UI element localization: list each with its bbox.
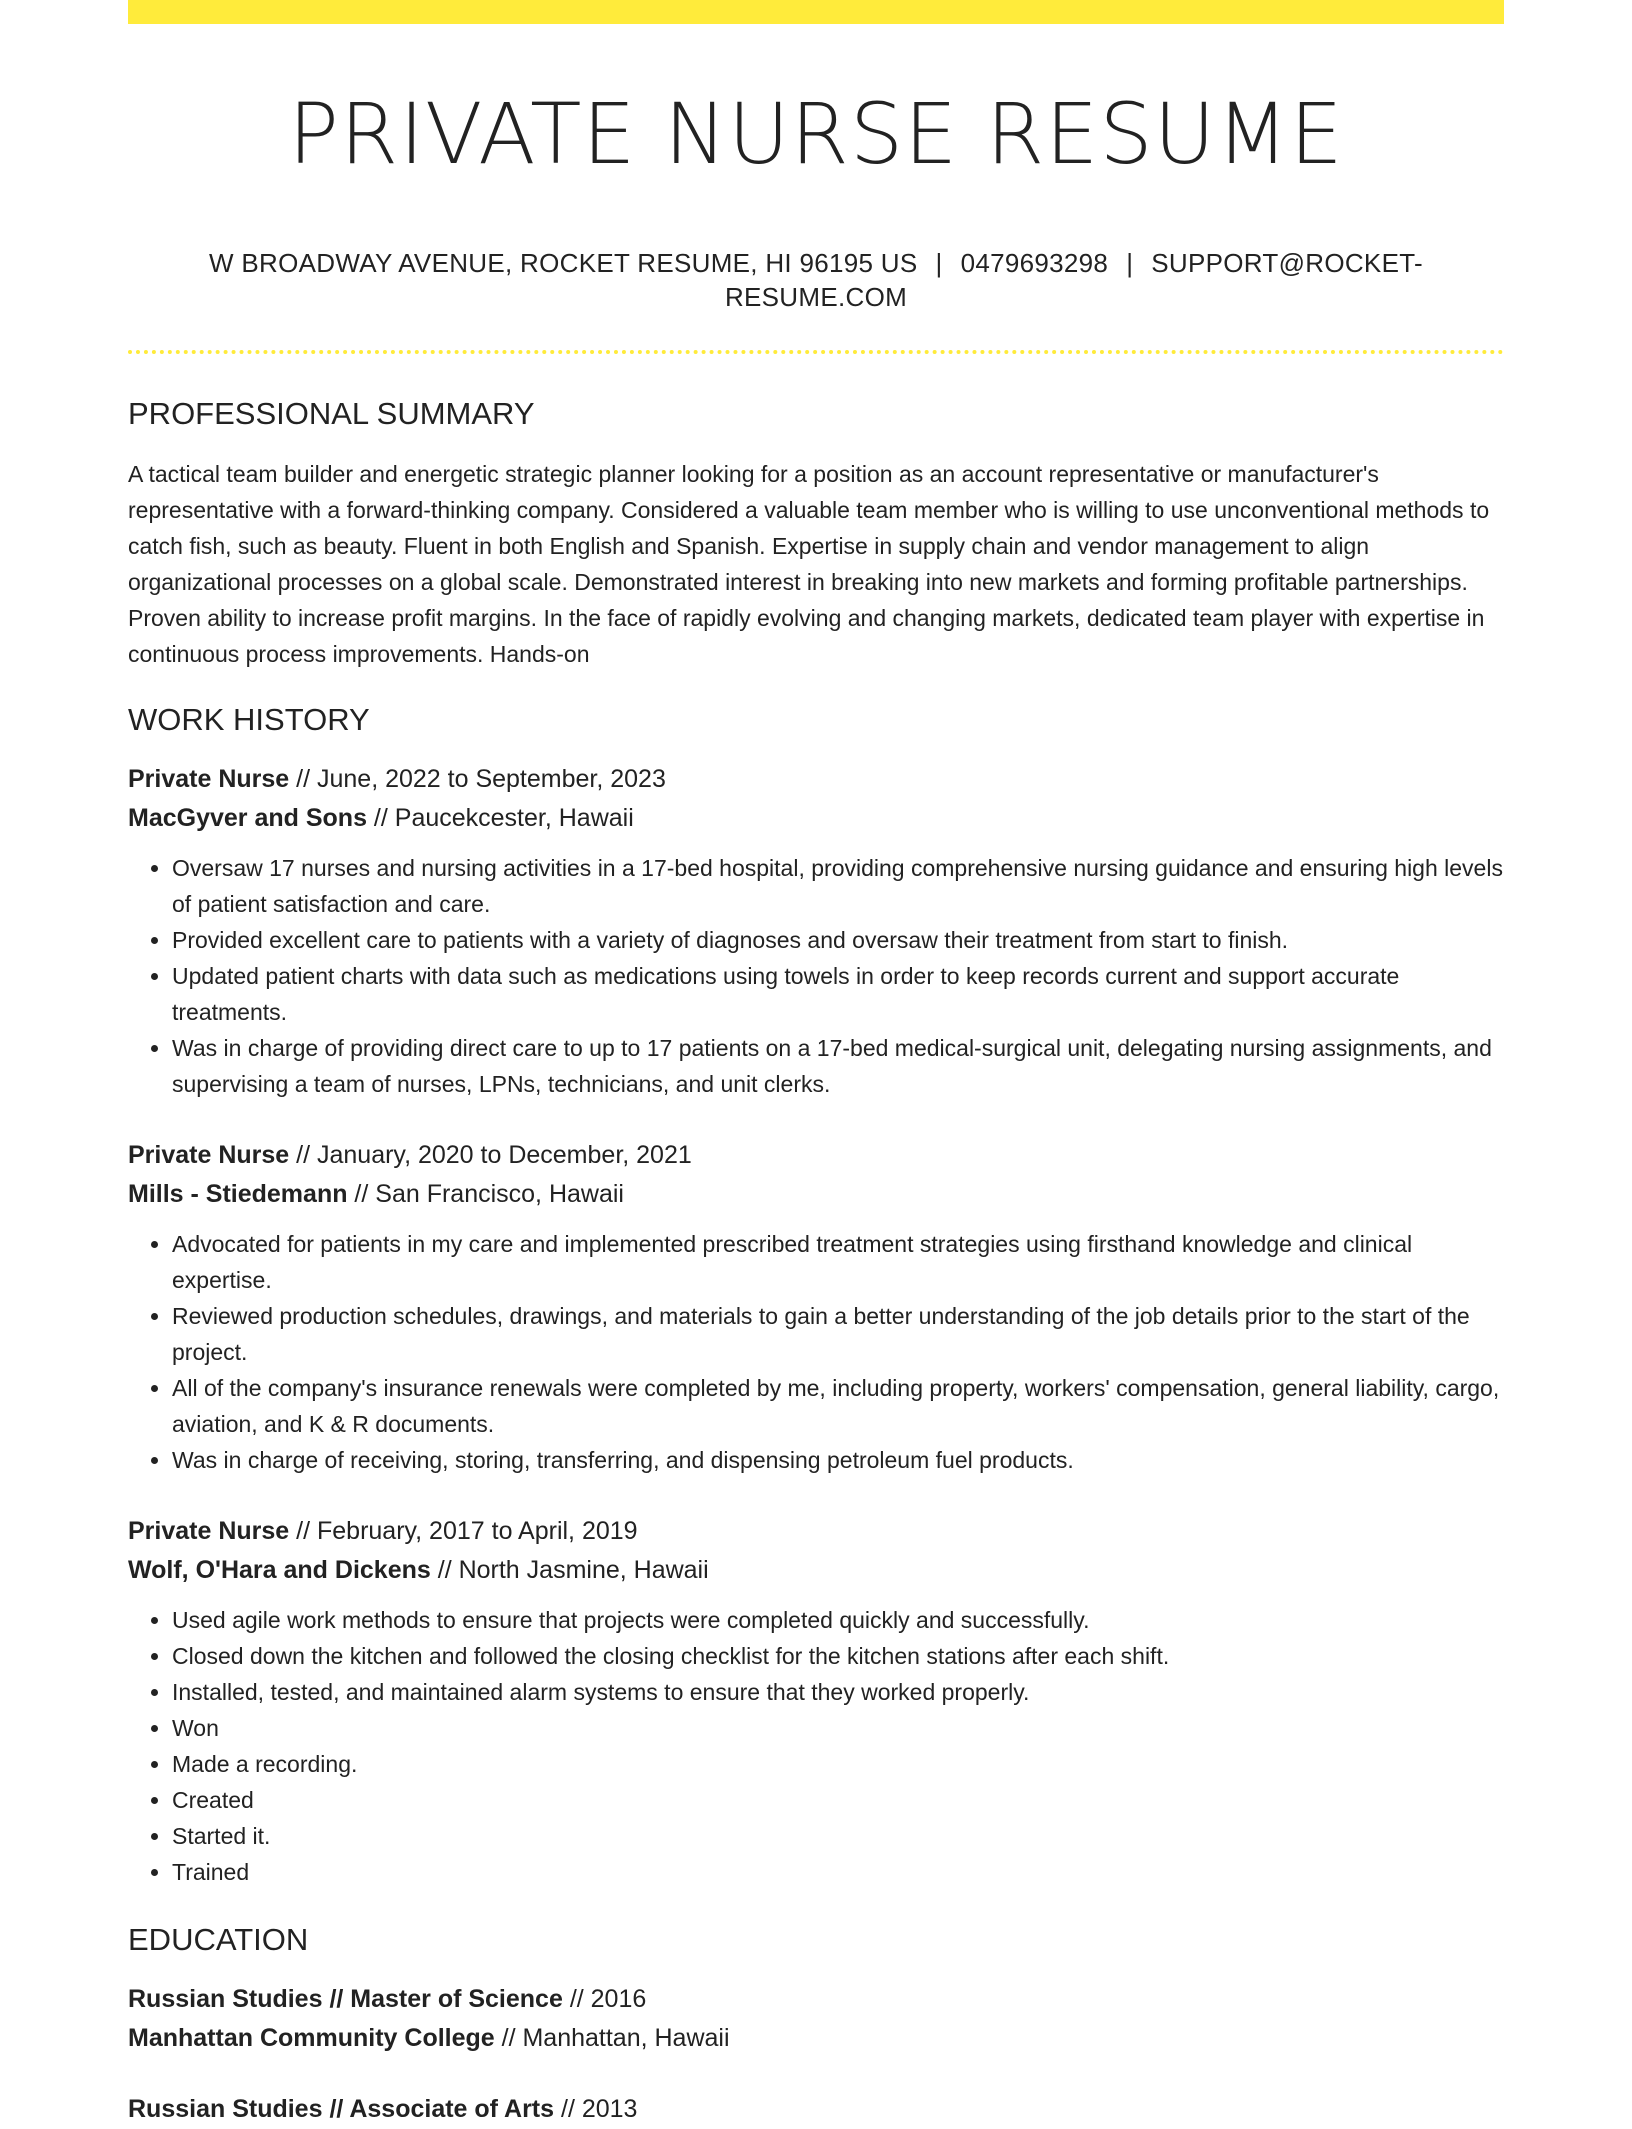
phone: 0479693298	[960, 248, 1109, 278]
job-company: Mills - Stiedemann	[128, 1180, 348, 1208]
contact-line	[128, 246, 1504, 314]
degree: Russian Studies // Associate of Arts	[128, 2095, 555, 2123]
job-role-line	[128, 1512, 1504, 1551]
list-item: • Created	[172, 1782, 1504, 1818]
list-item: • Won	[172, 1710, 1504, 1746]
list-item: • All of the company's insurance renewals were completed by me, including property, workers' compensation, general liability, cargo, aviation, and K & R documents.	[172, 1370, 1504, 1442]
job-location: // San Francisco, Hawaii	[347, 1180, 624, 1208]
job-location: // North Jasmine, Hawaii	[430, 1556, 709, 1584]
list-item: • Made a recording.	[172, 1746, 1504, 1782]
job-bullets	[128, 850, 1504, 1102]
graduation-year: // 2016	[562, 1985, 647, 2013]
school-line	[128, 2019, 1504, 2058]
list-item: • Updated patient charts with data such as medications using towels in order to keep records current and support accurate treatments.	[172, 958, 1504, 1030]
job-entry	[128, 760, 1504, 1102]
dotted-divider	[128, 350, 1504, 354]
list-item: • Used agile work methods to ensure that projects were completed quickly and successfully.	[172, 1602, 1504, 1638]
job-role: Private Nurse	[128, 765, 290, 793]
job-company-line	[128, 1551, 1504, 1590]
resume-title: PRIVATE NURSE RESUME	[288, 85, 1344, 183]
job-dates: // June, 2022 to September, 2023	[289, 765, 666, 793]
work-history-heading: WORK HISTORY	[128, 702, 370, 737]
job-bullets	[128, 1602, 1504, 1890]
job-entry	[128, 1136, 1504, 1478]
education-entry	[128, 2090, 1504, 2129]
job-dates: // February, 2017 to April, 2019	[289, 1517, 638, 1545]
list-item: • Closed down the kitchen and followed the closing checklist for the kitchen stations after each shift.	[172, 1638, 1504, 1674]
degree-line	[128, 1980, 1504, 2019]
list-item: • Advocated for patients in my care and implemented prescribed treatment strategies using firsthand knowledge and clinical expertise.	[172, 1226, 1504, 1298]
degree-line	[128, 2090, 1504, 2129]
job-company: Wolf, O'Hara and Dickens	[128, 1556, 431, 1584]
education-entry	[128, 1980, 1504, 2058]
list-item: • Oversaw 17 nurses and nursing activities in a 17-bed hospital, providing comprehensive nursing guidance and ensuring high levels of patient satisfaction and care.	[172, 850, 1504, 922]
degree: Russian Studies // Master of Science	[128, 1985, 563, 2013]
school: Manhattan Community College	[128, 2024, 495, 2052]
job-role: Private Nurse	[128, 1141, 290, 1169]
job-company-line	[128, 1175, 1504, 1214]
list-item: • Was in charge of receiving, storing, transferring, and dispensing petroleum fuel products.	[172, 1442, 1504, 1478]
list-item: • Started it.	[172, 1818, 1504, 1854]
graduation-year: // 2013	[554, 2095, 638, 2123]
job-company: MacGyver and Sons	[128, 804, 367, 832]
job-company-line	[128, 799, 1504, 838]
list-item: • Was in charge of providing direct care to up to 17 patients on a 17-bed medical-surgical unit, delegating nursing assignments, and supervising a team of nurses, LPNs, technicians, and unit clerks.	[172, 1030, 1504, 1102]
education-heading: EDUCATION	[128, 1922, 309, 1957]
summary-text: A tactical team builder and energetic strategic planner looking for a position as an account representative or manufacturer's representative with a forward-thinking company. Considered a valuable team member who is willing to use unconventional methods to catch fish, such as beauty. Fluent in both English and Spanish. Expertise in supply chain and vendor management to align organizational processes on a global scale. Demonstrated interest in breaking into new markets and forming profitable partnerships. Proven ability to increase profit margins. In the face of rapidly evolving and changing markets, dedicated team player with expertise in continuous process improvements. Hands-on	[128, 461, 1490, 667]
list-item: • Trained	[172, 1854, 1504, 1890]
job-entry	[128, 1512, 1504, 1890]
separator: |	[935, 248, 943, 278]
school-location: // Manhattan, Hawaii	[494, 2024, 730, 2052]
job-dates: // January, 2020 to December, 2021	[289, 1141, 692, 1169]
email: SUPPORT@ROCKET-RESUME.COM	[724, 248, 1423, 312]
separator: |	[1126, 248, 1134, 278]
job-bullets	[128, 1226, 1504, 1478]
job-role-line	[128, 1136, 1504, 1175]
list-item: • Provided excellent care to patients with a variety of diagnoses and oversaw their treatment from start to finish.	[172, 922, 1504, 958]
list-item: • Reviewed production schedules, drawings, and materials to gain a better understanding of the job details prior to the start of the project.	[172, 1298, 1504, 1370]
address: W BROADWAY AVENUE, ROCKET RESUME, HI 96195 US	[209, 248, 918, 278]
list-item: • Installed, tested, and maintained alarm systems to ensure that they worked properly.	[172, 1674, 1504, 1710]
job-role: Private Nurse	[128, 1517, 290, 1545]
job-role-line	[128, 760, 1504, 799]
job-location: // Paucekcester, Hawaii	[366, 804, 634, 832]
summary-heading: PROFESSIONAL SUMMARY	[128, 396, 535, 431]
resume-page	[128, 0, 1504, 2129]
accent-bar	[128, 0, 1504, 24]
